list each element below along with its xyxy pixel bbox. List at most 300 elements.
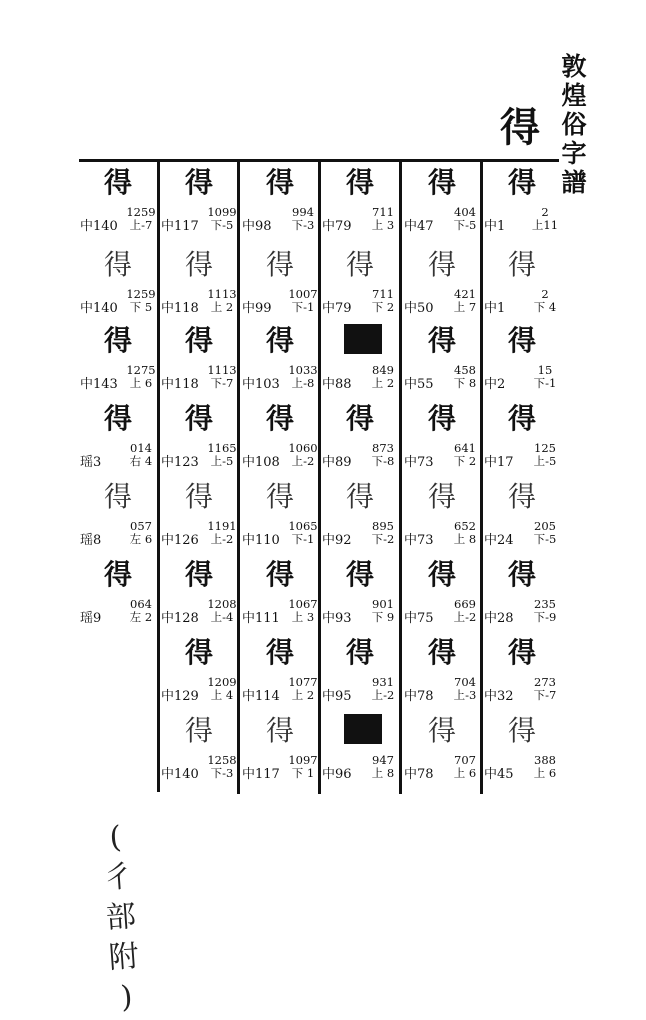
glyph-entry bbox=[404, 166, 484, 246]
line-location: 上 4 bbox=[210, 688, 234, 702]
glyph-entry bbox=[322, 714, 402, 794]
line-location: 下-1 bbox=[533, 376, 557, 390]
source-code: 瑶8 bbox=[80, 533, 102, 548]
page-location bbox=[365, 288, 401, 314]
page-location bbox=[527, 520, 563, 546]
glyph-image: 得 bbox=[507, 636, 536, 669]
page-number: 994 bbox=[292, 205, 314, 219]
glyph-image: 得 bbox=[345, 248, 374, 281]
source-code: 中129 bbox=[161, 689, 199, 704]
glyph-image: 得 bbox=[507, 248, 536, 281]
source-code: 中45 bbox=[484, 767, 514, 782]
page-location bbox=[447, 206, 483, 232]
page-number: 1209 bbox=[207, 675, 237, 689]
glyph-image: 得 bbox=[184, 558, 213, 591]
page-location bbox=[365, 520, 401, 546]
glyph-entry bbox=[242, 248, 322, 328]
page-location bbox=[123, 520, 159, 546]
page-number: 1007 bbox=[288, 287, 318, 301]
line-location: 上-5 bbox=[533, 454, 557, 468]
glyph-entry bbox=[404, 480, 484, 560]
glyph-entry bbox=[322, 636, 402, 716]
line-location: 上 2 bbox=[291, 688, 315, 702]
page-location bbox=[285, 598, 321, 624]
source-code: 中103 bbox=[242, 377, 280, 392]
glyph-image: 得 bbox=[103, 480, 132, 513]
page-number: 458 bbox=[454, 363, 476, 377]
glyph-image: 得 bbox=[103, 558, 132, 591]
source-reference bbox=[242, 754, 322, 788]
line-location: 下-5 bbox=[453, 218, 477, 232]
page-location bbox=[285, 754, 321, 780]
source-reference bbox=[322, 676, 402, 710]
note-char: 部 bbox=[104, 898, 138, 937]
glyph-image: 得 bbox=[345, 480, 374, 513]
source-reference bbox=[484, 364, 564, 398]
line-location: 上-3 bbox=[453, 688, 477, 702]
line-location: 左 2 bbox=[129, 610, 153, 624]
source-code: 中2 bbox=[484, 377, 506, 392]
source-code: 中75 bbox=[404, 611, 434, 626]
page-number: 1097 bbox=[288, 753, 318, 767]
page-number: 1065 bbox=[288, 519, 318, 533]
glyph-image: 得 bbox=[507, 166, 536, 199]
line-location: 下-1 bbox=[291, 300, 315, 314]
line-location: 下-5 bbox=[533, 532, 557, 546]
source-reference bbox=[242, 598, 322, 632]
page-location bbox=[204, 442, 240, 468]
line-location: 右 4 bbox=[129, 454, 153, 468]
source-reference bbox=[80, 288, 160, 322]
page-number: 057 bbox=[130, 519, 152, 533]
line-location: 下 8 bbox=[453, 376, 477, 390]
source-reference bbox=[404, 754, 484, 788]
glyph-entry bbox=[242, 166, 322, 246]
glyph-image bbox=[344, 324, 382, 354]
glyph-entry bbox=[161, 714, 241, 794]
source-reference bbox=[484, 676, 564, 710]
source-code: 中111 bbox=[242, 611, 280, 626]
glyph-entry bbox=[404, 558, 484, 638]
title-char: 俗 bbox=[561, 110, 587, 139]
source-code: 中140 bbox=[80, 219, 118, 234]
glyph-entry bbox=[484, 166, 564, 246]
line-location: 下 1 bbox=[291, 766, 315, 780]
glyph-entry bbox=[484, 480, 564, 560]
glyph-image: 得 bbox=[507, 480, 536, 513]
glyph-entry bbox=[484, 714, 564, 794]
source-code: 中118 bbox=[161, 377, 199, 392]
page-location bbox=[204, 520, 240, 546]
glyph-image: 得 bbox=[427, 324, 456, 357]
source-code: 中78 bbox=[404, 767, 434, 782]
source-code: 中117 bbox=[161, 219, 199, 234]
page-number: 2 bbox=[541, 205, 549, 219]
glyph-entry bbox=[322, 324, 402, 404]
source-code: 中108 bbox=[242, 455, 280, 470]
page-number: 707 bbox=[454, 753, 476, 767]
page-number: 931 bbox=[372, 675, 394, 689]
source-code: 中1 bbox=[484, 301, 506, 316]
source-reference bbox=[404, 676, 484, 710]
glyph-image: 得 bbox=[265, 324, 294, 357]
source-reference bbox=[322, 442, 402, 476]
glyph-image: 得 bbox=[345, 166, 374, 199]
page-location bbox=[527, 206, 563, 232]
line-location: 下 2 bbox=[371, 300, 395, 314]
handwritten-note bbox=[89, 816, 153, 1019]
source-code: 中96 bbox=[322, 767, 352, 782]
page-number: 014 bbox=[130, 441, 152, 455]
glyph-image: 得 bbox=[103, 248, 132, 281]
source-reference bbox=[484, 598, 564, 632]
glyph-entry bbox=[161, 558, 241, 638]
glyph-image: 得 bbox=[427, 480, 456, 513]
page-location bbox=[285, 288, 321, 314]
page-number: 1191 bbox=[207, 519, 237, 533]
page-number: 641 bbox=[454, 441, 476, 455]
glyph-entry bbox=[242, 402, 322, 482]
source-code: 中118 bbox=[161, 301, 199, 316]
page-number: 901 bbox=[372, 597, 394, 611]
glyph-image bbox=[344, 714, 382, 744]
source-reference bbox=[161, 676, 241, 710]
source-code: 中79 bbox=[322, 301, 352, 316]
glyph-image: 得 bbox=[265, 714, 294, 747]
source-reference bbox=[161, 206, 241, 240]
source-reference bbox=[161, 364, 241, 398]
page-number: 064 bbox=[130, 597, 152, 611]
glyph-image: 得 bbox=[184, 324, 213, 357]
page-location bbox=[204, 754, 240, 780]
page-location bbox=[365, 442, 401, 468]
source-code: 中55 bbox=[404, 377, 434, 392]
glyph-entry bbox=[80, 166, 160, 246]
note-char: 彳 bbox=[101, 859, 135, 897]
glyph-image: 得 bbox=[265, 480, 294, 513]
glyph-image: 得 bbox=[345, 402, 374, 435]
line-location: 下-9 bbox=[533, 610, 557, 624]
page-number: 1259 bbox=[126, 287, 156, 301]
entry-head-character: 得 bbox=[500, 104, 540, 151]
title-char: 字 bbox=[561, 139, 587, 168]
page-number: 2 bbox=[541, 287, 549, 301]
glyph-entry bbox=[484, 324, 564, 404]
source-reference bbox=[161, 442, 241, 476]
page-location bbox=[447, 442, 483, 468]
glyph-entry bbox=[161, 248, 241, 328]
title-char: 譜 bbox=[561, 168, 587, 197]
source-code: 中123 bbox=[161, 455, 199, 470]
page-location bbox=[527, 754, 563, 780]
page-number: 947 bbox=[372, 753, 394, 767]
source-reference bbox=[322, 364, 402, 398]
page-location bbox=[204, 288, 240, 314]
page-number: 125 bbox=[534, 441, 556, 455]
glyph-image: 得 bbox=[184, 402, 213, 435]
line-location: 上-4 bbox=[210, 610, 234, 624]
glyph-image: 得 bbox=[265, 402, 294, 435]
page-number: 1060 bbox=[288, 441, 318, 455]
page-number: 1275 bbox=[126, 363, 156, 377]
source-reference bbox=[242, 442, 322, 476]
source-code: 中117 bbox=[242, 767, 280, 782]
source-code: 中78 bbox=[404, 689, 434, 704]
source-code: 中79 bbox=[322, 219, 352, 234]
source-code: 中1 bbox=[484, 219, 506, 234]
source-code: 中28 bbox=[484, 611, 514, 626]
line-location: 下-3 bbox=[291, 218, 315, 232]
source-code: 中110 bbox=[242, 533, 280, 548]
line-location: 上 7 bbox=[453, 300, 477, 314]
line-location: 上-5 bbox=[210, 454, 234, 468]
glyph-image: 得 bbox=[265, 248, 294, 281]
page-location bbox=[447, 364, 483, 390]
line-location: 上-2 bbox=[210, 532, 234, 546]
glyph-image: 得 bbox=[427, 248, 456, 281]
source-code: 中89 bbox=[322, 455, 352, 470]
source-reference bbox=[322, 520, 402, 554]
glyph-entry bbox=[322, 480, 402, 560]
source-reference bbox=[161, 520, 241, 554]
line-location: 下 9 bbox=[371, 610, 395, 624]
line-location: 上-7 bbox=[129, 218, 153, 232]
glyph-entry bbox=[484, 248, 564, 328]
page-location bbox=[123, 364, 159, 390]
glyph-entry bbox=[322, 402, 402, 482]
glyph-image: 得 bbox=[427, 166, 456, 199]
source-code: 中140 bbox=[80, 301, 118, 316]
glyph-entry bbox=[80, 558, 160, 638]
page-location bbox=[204, 364, 240, 390]
source-reference bbox=[484, 288, 564, 322]
page-location bbox=[204, 206, 240, 232]
line-location: 下 5 bbox=[129, 300, 153, 314]
page-location bbox=[527, 442, 563, 468]
source-code: 中73 bbox=[404, 455, 434, 470]
line-location: 下-7 bbox=[210, 376, 234, 390]
page-location bbox=[365, 206, 401, 232]
line-location: 下-1 bbox=[291, 532, 315, 546]
page-location bbox=[527, 676, 563, 702]
glyph-entry bbox=[161, 324, 241, 404]
line-location: 上 6 bbox=[129, 376, 153, 390]
line-location: 上-2 bbox=[291, 454, 315, 468]
source-reference bbox=[242, 364, 322, 398]
line-location: 上 6 bbox=[533, 766, 557, 780]
line-location: 下-7 bbox=[533, 688, 557, 702]
glyph-image: 得 bbox=[265, 636, 294, 669]
source-code: 中140 bbox=[161, 767, 199, 782]
page-number: 1165 bbox=[207, 441, 237, 455]
page-number: 873 bbox=[372, 441, 394, 455]
page-location bbox=[527, 288, 563, 314]
page-number: 235 bbox=[534, 597, 556, 611]
source-reference bbox=[80, 206, 160, 240]
line-location: 上-2 bbox=[371, 688, 395, 702]
source-code: 中93 bbox=[322, 611, 352, 626]
glyph-image: 得 bbox=[184, 480, 213, 513]
note-char: ) bbox=[119, 979, 134, 1016]
page-number: 711 bbox=[372, 287, 394, 301]
glyph-entry bbox=[404, 248, 484, 328]
glyph-image: 得 bbox=[507, 402, 536, 435]
glyph-entry bbox=[242, 636, 322, 716]
page-location bbox=[447, 520, 483, 546]
source-code: 中143 bbox=[80, 377, 118, 392]
page-location bbox=[447, 598, 483, 624]
page-number: 404 bbox=[454, 205, 476, 219]
page-number: 273 bbox=[534, 675, 556, 689]
page-number: 1259 bbox=[126, 205, 156, 219]
page-location bbox=[365, 676, 401, 702]
page-location bbox=[123, 206, 159, 232]
page-number: 421 bbox=[454, 287, 476, 301]
glyph-entry bbox=[80, 480, 160, 560]
page-number: 1033 bbox=[288, 363, 318, 377]
source-reference bbox=[484, 442, 564, 476]
line-location: 下-8 bbox=[371, 454, 395, 468]
glyph-image: 得 bbox=[507, 324, 536, 357]
source-code: 中128 bbox=[161, 611, 199, 626]
page-location bbox=[123, 442, 159, 468]
source-reference bbox=[484, 754, 564, 788]
source-code: 中95 bbox=[322, 689, 352, 704]
note-char: ( bbox=[108, 819, 123, 856]
source-reference bbox=[80, 598, 160, 632]
source-reference bbox=[404, 442, 484, 476]
source-code: 中126 bbox=[161, 533, 199, 548]
line-location: 左 6 bbox=[129, 532, 153, 546]
page-location bbox=[285, 442, 321, 468]
page-location bbox=[365, 754, 401, 780]
line-location: 上-2 bbox=[453, 610, 477, 624]
page-number: 895 bbox=[372, 519, 394, 533]
source-reference bbox=[161, 754, 241, 788]
page-number: 15 bbox=[537, 363, 553, 377]
source-reference bbox=[404, 520, 484, 554]
line-location: 上 3 bbox=[291, 610, 315, 624]
glyph-entry bbox=[404, 402, 484, 482]
source-reference bbox=[404, 288, 484, 322]
page-location bbox=[123, 288, 159, 314]
source-code: 中50 bbox=[404, 301, 434, 316]
page-number: 1113 bbox=[207, 363, 237, 377]
page-location bbox=[527, 364, 563, 390]
page-location bbox=[365, 364, 401, 390]
glyph-entry bbox=[161, 636, 241, 716]
page-location bbox=[285, 676, 321, 702]
source-reference bbox=[322, 288, 402, 322]
source-code: 中92 bbox=[322, 533, 352, 548]
page-location bbox=[527, 598, 563, 624]
glyph-image: 得 bbox=[265, 166, 294, 199]
page-number: 704 bbox=[454, 675, 476, 689]
source-reference bbox=[322, 206, 402, 240]
page-number: 849 bbox=[372, 363, 394, 377]
line-location: 上 2 bbox=[210, 300, 234, 314]
glyph-entry bbox=[80, 248, 160, 328]
source-reference bbox=[80, 520, 160, 554]
glyph-entry bbox=[80, 402, 160, 482]
glyph-entry bbox=[404, 324, 484, 404]
source-code: 中98 bbox=[242, 219, 272, 234]
line-location: 下-5 bbox=[210, 218, 234, 232]
source-code: 中99 bbox=[242, 301, 272, 316]
source-reference bbox=[484, 520, 564, 554]
glyph-image: 得 bbox=[427, 558, 456, 591]
source-reference bbox=[80, 364, 160, 398]
glyph-entry bbox=[322, 558, 402, 638]
note-char: 附 bbox=[107, 938, 140, 976]
source-code: 中24 bbox=[484, 533, 514, 548]
glyph-image: 得 bbox=[345, 558, 374, 591]
glyph-image: 得 bbox=[345, 636, 374, 669]
line-location: 上11 bbox=[531, 218, 559, 232]
glyph-entry bbox=[242, 558, 322, 638]
line-location: 上-8 bbox=[291, 376, 315, 390]
page-location bbox=[204, 676, 240, 702]
title-char: 煌 bbox=[561, 81, 587, 110]
glyph-entry bbox=[484, 558, 564, 638]
page-number: 1208 bbox=[207, 597, 237, 611]
glyph-entry bbox=[80, 324, 160, 404]
source-reference bbox=[404, 598, 484, 632]
source-reference bbox=[242, 288, 322, 322]
glyph-entry bbox=[484, 402, 564, 482]
source-reference bbox=[404, 364, 484, 398]
source-code: 中47 bbox=[404, 219, 434, 234]
glyph-image: 得 bbox=[184, 248, 213, 281]
page-number: 652 bbox=[454, 519, 476, 533]
source-code: 瑶3 bbox=[80, 455, 102, 470]
glyph-entry bbox=[484, 636, 564, 716]
page-location bbox=[365, 598, 401, 624]
source-reference bbox=[322, 598, 402, 632]
line-location: 上 2 bbox=[371, 376, 395, 390]
glyph-entry bbox=[404, 636, 484, 716]
page-location bbox=[204, 598, 240, 624]
glyph-entry bbox=[161, 402, 241, 482]
source-reference bbox=[242, 206, 322, 240]
line-location: 下-2 bbox=[371, 532, 395, 546]
page-location bbox=[447, 288, 483, 314]
source-reference bbox=[404, 206, 484, 240]
glyph-image: 得 bbox=[265, 558, 294, 591]
glyph-entry bbox=[242, 324, 322, 404]
glyph-entry bbox=[404, 714, 484, 794]
glyph-image: 得 bbox=[103, 166, 132, 199]
page-number: 1077 bbox=[288, 675, 318, 689]
glyph-entry bbox=[322, 166, 402, 246]
source-reference bbox=[484, 206, 564, 240]
glyph-image: 得 bbox=[427, 402, 456, 435]
glyph-image: 得 bbox=[427, 714, 456, 747]
glyph-entry bbox=[242, 714, 322, 794]
page-location bbox=[285, 206, 321, 232]
source-code: 中32 bbox=[484, 689, 514, 704]
page-number: 1099 bbox=[207, 205, 237, 219]
glyph-entry bbox=[242, 480, 322, 560]
line-location: 下 4 bbox=[533, 300, 557, 314]
source-reference bbox=[242, 676, 322, 710]
source-code: 中88 bbox=[322, 377, 352, 392]
glyph-entry bbox=[322, 248, 402, 328]
title-char: 敦 bbox=[561, 52, 587, 81]
source-code: 瑶9 bbox=[80, 611, 102, 626]
source-reference bbox=[80, 442, 160, 476]
page-number: 388 bbox=[534, 753, 556, 767]
